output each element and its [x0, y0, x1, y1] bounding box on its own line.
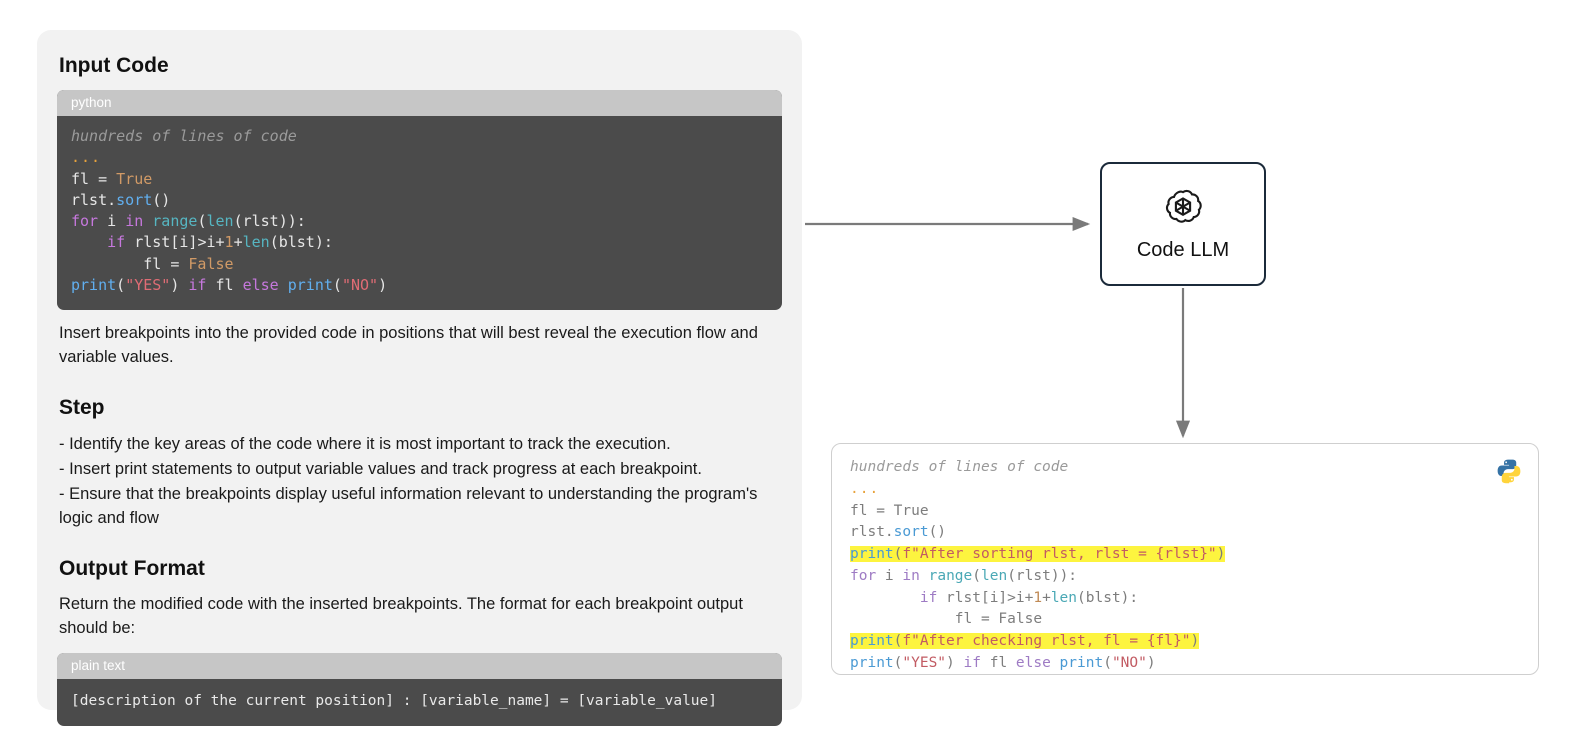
arrow-prompt-to-llm	[805, 200, 1105, 250]
format-example-text: [description of the current position] : [variable_name] = [variable_value]	[71, 693, 718, 710]
output-panel	[831, 443, 1539, 675]
instruction-text: Insert breakpoints into the provided code in positions that will best reveal the execution flow and variable values.	[59, 324, 758, 367]
output-format-heading: Output Format	[59, 557, 205, 581]
input-code-block	[57, 90, 782, 310]
plain-text-language-label: plain text	[57, 653, 782, 679]
step-item: - Ensure that the breakpoints display useful information relevant to understanding the program's logic and flow	[59, 484, 758, 528]
output-code-text: hundreds of lines of code ... fl = True rlst.sort() print(f"After sorting rlst, rlst = {rlst}") for i in range(len(rlst)): if rlst[i]>i+1+len(blst): fl = False print(f"After checking rlst, fl = {fl}") print("YES") if fl else print("NO")	[850, 459, 1226, 671]
code-llm-node	[1100, 162, 1266, 286]
arrow-llm-to-output	[1160, 288, 1220, 448]
output-format-text: Return the modified code with the inserted breakpoints. The format for each breakpoint output should be:	[59, 595, 743, 638]
format-example-block	[57, 653, 782, 726]
input-code-heading: Input Code	[59, 54, 169, 77]
code-language-label: python	[57, 90, 782, 116]
step-item: - Identify the key areas of the code where it is most important to track the execution.	[59, 435, 671, 454]
prompt-panel	[37, 30, 802, 710]
step-item: - Insert print statements to output variable values and track progress at each breakpoint.	[59, 459, 702, 478]
input-code-text: hundreds of lines of code ... fl = True rlst.sort() for i in range(len(rlst)): if rlst[i]>i+1+len(blst): fl = False print("YES") if fl else print("NO")	[71, 127, 388, 295]
step-heading: Step	[59, 396, 105, 420]
python-logo-icon	[1496, 458, 1522, 484]
step-list	[59, 432, 780, 531]
openai-logo-icon	[1160, 186, 1206, 237]
code-llm-label: Code LLM	[1136, 239, 1230, 261]
